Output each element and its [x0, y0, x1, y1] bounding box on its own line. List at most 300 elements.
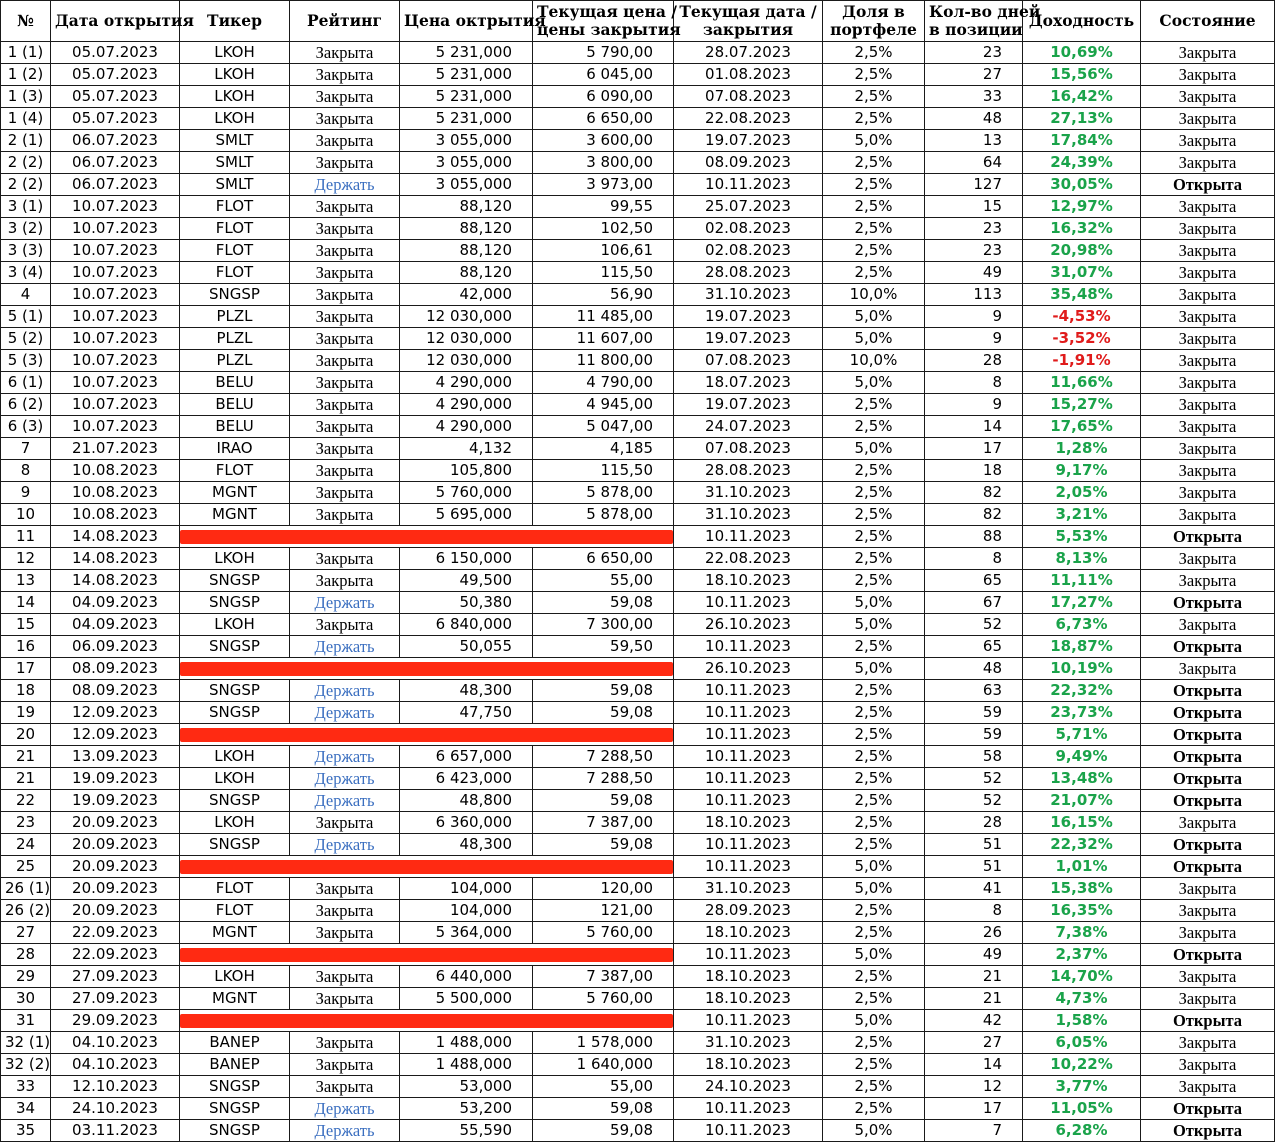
- cell-open-date[interactable]: 12.09.2023: [51, 702, 180, 724]
- cell-number[interactable]: 6 (2): [1, 394, 51, 416]
- cell-rating[interactable]: Закрыта: [290, 1076, 400, 1098]
- cell-rating[interactable]: Закрыта: [290, 570, 400, 592]
- cell-open-date[interactable]: 12.09.2023: [51, 724, 180, 746]
- cell-open-price[interactable]: 1 488,000: [400, 1032, 533, 1054]
- cell-ticker[interactable]: SNGSP: [180, 1120, 290, 1142]
- cell-status[interactable]: Открыта: [1141, 856, 1275, 878]
- cell-number[interactable]: 2 (2): [1, 174, 51, 196]
- cell-open-price[interactable]: 42,000: [400, 284, 533, 306]
- cell-current-date[interactable]: 28.08.2023: [674, 262, 823, 284]
- col-header-current-price[interactable]: [533, 1, 681, 42]
- cell-current-price[interactable]: 55,00: [533, 1076, 674, 1098]
- cell-yield[interactable]: 15,27%: [1023, 394, 1141, 416]
- cell-days-in-position[interactable]: 41: [925, 878, 1023, 900]
- cell-status[interactable]: Закрыта: [1141, 394, 1275, 416]
- cell-portfolio-share[interactable]: 2,5%: [823, 724, 925, 746]
- cell-current-date[interactable]: 25.07.2023: [674, 196, 823, 218]
- cell-current-price[interactable]: 59,08: [533, 680, 674, 702]
- cell-ticker[interactable]: IRAO: [180, 438, 290, 460]
- cell-open-price[interactable]: 12 030,000: [400, 328, 533, 350]
- cell-number[interactable]: 21: [1, 768, 51, 790]
- cell-rating[interactable]: Держать: [290, 592, 400, 614]
- cell-number[interactable]: 3 (1): [1, 196, 51, 218]
- cell-portfolio-share[interactable]: 2,5%: [823, 790, 925, 812]
- cell-open-date[interactable]: 04.09.2023: [51, 614, 180, 636]
- cell-open-date[interactable]: 04.09.2023: [51, 592, 180, 614]
- cell-open-price[interactable]: 5 231,000: [400, 108, 533, 130]
- cell-days-in-position[interactable]: 48: [925, 658, 1023, 680]
- cell-status[interactable]: Закрыта: [1141, 548, 1275, 570]
- cell-ticker[interactable]: BELU: [180, 394, 290, 416]
- cell-current-date[interactable]: 31.10.2023: [674, 504, 823, 526]
- cell-status[interactable]: Закрыта: [1141, 438, 1275, 460]
- cell-status[interactable]: Закрыта: [1141, 1054, 1275, 1076]
- cell-open-date[interactable]: 08.09.2023: [51, 658, 180, 680]
- cell-number[interactable]: 6 (1): [1, 372, 51, 394]
- cell-current-price[interactable]: 3 800,00: [533, 152, 674, 174]
- cell-current-date[interactable]: 07.08.2023: [674, 86, 823, 108]
- cell-open-price[interactable]: 49,500: [400, 570, 533, 592]
- cell-current-price[interactable]: 1 640,000: [533, 1054, 674, 1076]
- cell-open-price[interactable]: 50,055: [400, 636, 533, 658]
- cell-rating[interactable]: Закрыта: [290, 64, 400, 86]
- cell-current-price[interactable]: 1 578,000: [533, 1032, 674, 1054]
- cell-current-price[interactable]: 59,08: [533, 702, 674, 724]
- cell-ticker[interactable]: SNGSP: [180, 592, 290, 614]
- cell-ticker[interactable]: MGNT: [180, 922, 290, 944]
- cell-current-price[interactable]: 5 760,00: [533, 988, 674, 1010]
- cell-portfolio-share[interactable]: 10,0%: [823, 284, 925, 306]
- cell-ticker[interactable]: BANEP: [180, 1032, 290, 1054]
- cell-number[interactable]: 22: [1, 790, 51, 812]
- cell-portfolio-share[interactable]: 5,0%: [823, 438, 925, 460]
- cell-days-in-position[interactable]: 51: [925, 856, 1023, 878]
- cell-status[interactable]: Открыта: [1141, 790, 1275, 812]
- cell-status[interactable]: Закрыта: [1141, 350, 1275, 372]
- cell-number[interactable]: 19: [1, 702, 51, 724]
- cell-portfolio-share[interactable]: 2,5%: [823, 1098, 925, 1120]
- cell-open-price[interactable]: 88,120: [400, 218, 533, 240]
- cell-days-in-position[interactable]: 9: [925, 328, 1023, 350]
- cell-days-in-position[interactable]: 58: [925, 746, 1023, 768]
- cell-rating[interactable]: Закрыта: [290, 152, 400, 174]
- cell-days-in-position[interactable]: 23: [925, 42, 1023, 64]
- cell-rating[interactable]: Закрыта: [290, 306, 400, 328]
- cell-portfolio-share[interactable]: 2,5%: [823, 768, 925, 790]
- cell-current-price[interactable]: 6 650,00: [533, 108, 674, 130]
- cell-current-date[interactable]: 31.10.2023: [674, 1032, 823, 1054]
- table-row[interactable]: [1, 262, 1275, 284]
- cell-current-price[interactable]: 59,08: [533, 1120, 674, 1142]
- table-row[interactable]: [1, 592, 1275, 614]
- cell-number[interactable]: 1 (3): [1, 86, 51, 108]
- cell-yield[interactable]: 14,70%: [1023, 966, 1141, 988]
- cell-yield[interactable]: 3,21%: [1023, 504, 1141, 526]
- cell-open-price[interactable]: 6 150,000: [400, 548, 533, 570]
- cell-open-date[interactable]: 14.08.2023: [51, 570, 180, 592]
- cell-number[interactable]: 5 (3): [1, 350, 51, 372]
- cell-days-in-position[interactable]: 18: [925, 460, 1023, 482]
- cell-days-in-position[interactable]: 12: [925, 1076, 1023, 1098]
- cell-number[interactable]: 2 (2): [1, 152, 51, 174]
- cell-ticker[interactable]: FLOT: [180, 878, 290, 900]
- cell-rating[interactable]: Держать: [290, 636, 400, 658]
- cell-current-date[interactable]: 18.10.2023: [674, 570, 823, 592]
- cell-days-in-position[interactable]: 26: [925, 922, 1023, 944]
- cell-yield[interactable]: 7,38%: [1023, 922, 1141, 944]
- cell-portfolio-share[interactable]: 2,5%: [823, 1054, 925, 1076]
- cell-rating[interactable]: Закрыта: [290, 108, 400, 130]
- cell-current-price[interactable]: 3 600,00: [533, 130, 674, 152]
- cell-number[interactable]: 14: [1, 592, 51, 614]
- table-row[interactable]: [1, 1076, 1275, 1098]
- table-row[interactable]: [1, 108, 1275, 130]
- cell-open-date[interactable]: 06.07.2023: [51, 130, 180, 152]
- col-header-current-date[interactable]: [674, 1, 823, 42]
- cell-yield[interactable]: 17,27%: [1023, 592, 1141, 614]
- cell-ticker[interactable]: MGNT: [180, 482, 290, 504]
- cell-status[interactable]: Закрыта: [1141, 922, 1275, 944]
- cell-status[interactable]: Закрыта: [1141, 900, 1275, 922]
- cell-portfolio-share[interactable]: 2,5%: [823, 570, 925, 592]
- cell-days-in-position[interactable]: 33: [925, 86, 1023, 108]
- cell-open-price[interactable]: 3 055,000: [400, 130, 533, 152]
- cell-current-date[interactable]: 02.08.2023: [674, 218, 823, 240]
- cell-current-price[interactable]: 7 288,50: [533, 768, 674, 790]
- cell-status[interactable]: Открыта: [1141, 680, 1275, 702]
- cell-portfolio-share[interactable]: 2,5%: [823, 460, 925, 482]
- col-header-rating[interactable]: Рейтинг: [290, 1, 400, 42]
- cell-status[interactable]: Закрыта: [1141, 878, 1275, 900]
- cell-ticker[interactable]: SNGSP: [180, 790, 290, 812]
- cell-rating[interactable]: Закрыта: [290, 42, 400, 64]
- cell-yield[interactable]: 24,39%: [1023, 152, 1141, 174]
- cell-number[interactable]: 3 (3): [1, 240, 51, 262]
- cell-current-price[interactable]: 4,185: [533, 438, 674, 460]
- table-row[interactable]: [1, 284, 1275, 306]
- cell-open-date[interactable]: 14.08.2023: [51, 526, 180, 548]
- cell-portfolio-share[interactable]: 2,5%: [823, 416, 925, 438]
- cell-days-in-position[interactable]: 14: [925, 1054, 1023, 1076]
- cell-days-in-position[interactable]: 59: [925, 702, 1023, 724]
- cell-open-price[interactable]: 12 030,000: [400, 306, 533, 328]
- table-row[interactable]: [1, 416, 1275, 438]
- cell-ticker[interactable]: BANEP: [180, 1054, 290, 1076]
- cell-open-date[interactable]: 29.09.2023: [51, 1010, 180, 1032]
- cell-days-in-position[interactable]: 65: [925, 636, 1023, 658]
- cell-number[interactable]: 1 (2): [1, 64, 51, 86]
- cell-rating[interactable]: Закрыта: [290, 1032, 400, 1054]
- table-row[interactable]: [1, 790, 1275, 812]
- cell-days-in-position[interactable]: 49: [925, 944, 1023, 966]
- cell-open-date[interactable]: 04.10.2023: [51, 1032, 180, 1054]
- cell-ticker[interactable]: FLOT: [180, 262, 290, 284]
- cell-days-in-position[interactable]: 23: [925, 218, 1023, 240]
- cell-yield[interactable]: 1,58%: [1023, 1010, 1141, 1032]
- table-row[interactable]: [1, 394, 1275, 416]
- cell-open-date[interactable]: 19.09.2023: [51, 768, 180, 790]
- cell-open-price[interactable]: 55,590: [400, 1120, 533, 1142]
- cell-rating[interactable]: Закрыта: [290, 350, 400, 372]
- cell-ticker[interactable]: LKOH: [180, 42, 290, 64]
- table-row[interactable]: [1, 526, 1275, 548]
- cell-yield[interactable]: 12,97%: [1023, 196, 1141, 218]
- cell-days-in-position[interactable]: 127: [925, 174, 1023, 196]
- cell-current-price[interactable]: 5 047,00: [533, 416, 674, 438]
- cell-current-date[interactable]: 10.11.2023: [674, 1098, 823, 1120]
- table-row[interactable]: [1, 196, 1275, 218]
- cell-current-price[interactable]: 102,50: [533, 218, 674, 240]
- cell-open-date[interactable]: 10.08.2023: [51, 504, 180, 526]
- cell-current-date[interactable]: 24.10.2023: [674, 1076, 823, 1098]
- col-header-open-date[interactable]: Дата открытия: [51, 1, 180, 42]
- cell-open-price[interactable]: 6 360,000: [400, 812, 533, 834]
- cell-rating[interactable]: Закрыта: [290, 548, 400, 570]
- cell-current-price[interactable]: 11 607,00: [533, 328, 674, 350]
- cell-current-date[interactable]: 10.11.2023: [674, 746, 823, 768]
- cell-open-price[interactable]: 6 657,000: [400, 746, 533, 768]
- cell-current-date[interactable]: 19.07.2023: [674, 328, 823, 350]
- cell-rating[interactable]: Закрыта: [290, 988, 400, 1010]
- cell-number[interactable]: 4: [1, 284, 51, 306]
- cell-days-in-position[interactable]: 48: [925, 108, 1023, 130]
- cell-status[interactable]: Закрыта: [1141, 416, 1275, 438]
- cell-yield[interactable]: 16,42%: [1023, 86, 1141, 108]
- cell-portfolio-share[interactable]: 2,5%: [823, 504, 925, 526]
- table-row[interactable]: [1, 680, 1275, 702]
- cell-open-price[interactable]: 6 840,000: [400, 614, 533, 636]
- cell-ticker[interactable]: LKOH: [180, 768, 290, 790]
- cell-number[interactable]: 29: [1, 966, 51, 988]
- cell-yield[interactable]: 20,98%: [1023, 240, 1141, 262]
- cell-rating[interactable]: Закрыта: [290, 394, 400, 416]
- cell-yield[interactable]: 22,32%: [1023, 680, 1141, 702]
- cell-yield[interactable]: 11,66%: [1023, 372, 1141, 394]
- cell-number[interactable]: 16: [1, 636, 51, 658]
- table-row[interactable]: [1, 460, 1275, 482]
- cell-rating[interactable]: Держать: [290, 834, 400, 856]
- cell-status[interactable]: Закрыта: [1141, 196, 1275, 218]
- cell-status[interactable]: Закрыта: [1141, 614, 1275, 636]
- cell-days-in-position[interactable]: 88: [925, 526, 1023, 548]
- cell-portfolio-share[interactable]: 5,0%: [823, 1120, 925, 1142]
- cell-yield[interactable]: 18,87%: [1023, 636, 1141, 658]
- cell-days-in-position[interactable]: 49: [925, 262, 1023, 284]
- cell-rating[interactable]: Закрыта: [290, 460, 400, 482]
- cell-open-date[interactable]: 05.07.2023: [51, 86, 180, 108]
- cell-current-date[interactable]: 31.10.2023: [674, 482, 823, 504]
- cell-open-date[interactable]: 27.09.2023: [51, 988, 180, 1010]
- cell-ticker[interactable]: FLOT: [180, 460, 290, 482]
- cell-number[interactable]: 13: [1, 570, 51, 592]
- cell-days-in-position[interactable]: 27: [925, 1032, 1023, 1054]
- cell-yield[interactable]: 5,71%: [1023, 724, 1141, 746]
- cell-open-price[interactable]: 5 500,000: [400, 988, 533, 1010]
- cell-yield[interactable]: 15,56%: [1023, 64, 1141, 86]
- cell-current-date[interactable]: 18.07.2023: [674, 372, 823, 394]
- cell-number[interactable]: 17: [1, 658, 51, 680]
- cell-current-date[interactable]: 18.10.2023: [674, 988, 823, 1010]
- cell-number[interactable]: 35: [1, 1120, 51, 1142]
- cell-current-price[interactable]: 106,61: [533, 240, 674, 262]
- cell-open-date[interactable]: 10.07.2023: [51, 196, 180, 218]
- cell-current-date[interactable]: 10.11.2023: [674, 636, 823, 658]
- cell-current-date[interactable]: 18.10.2023: [674, 812, 823, 834]
- table-row[interactable]: [1, 944, 1275, 966]
- cell-yield[interactable]: 6,05%: [1023, 1032, 1141, 1054]
- table-row[interactable]: [1, 856, 1275, 878]
- cell-current-price[interactable]: 7 288,50: [533, 746, 674, 768]
- cell-open-price[interactable]: 5 695,000: [400, 504, 533, 526]
- col-header-days-in-position[interactable]: [925, 1, 1041, 42]
- cell-rating[interactable]: Закрыта: [290, 900, 400, 922]
- cell-open-price[interactable]: 12 030,000: [400, 350, 533, 372]
- cell-rating[interactable]: Держать: [290, 746, 400, 768]
- cell-current-price[interactable]: 120,00: [533, 878, 674, 900]
- cell-yield[interactable]: 11,11%: [1023, 570, 1141, 592]
- cell-days-in-position[interactable]: 15: [925, 196, 1023, 218]
- cell-portfolio-share[interactable]: 2,5%: [823, 526, 925, 548]
- cell-ticker[interactable]: PLZL: [180, 306, 290, 328]
- cell-ticker[interactable]: SNGSP: [180, 834, 290, 856]
- cell-days-in-position[interactable]: 9: [925, 394, 1023, 416]
- cell-rating[interactable]: Закрыта: [290, 504, 400, 526]
- cell-current-date[interactable]: 28.07.2023: [674, 42, 823, 64]
- cell-current-date[interactable]: 10.11.2023: [674, 526, 823, 548]
- cell-yield[interactable]: 9,49%: [1023, 746, 1141, 768]
- cell-yield[interactable]: -3,52%: [1023, 328, 1141, 350]
- cell-current-price[interactable]: 3 973,00: [533, 174, 674, 196]
- cell-number[interactable]: 10: [1, 504, 51, 526]
- cell-open-date[interactable]: 20.09.2023: [51, 812, 180, 834]
- cell-status[interactable]: Открыта: [1141, 1120, 1275, 1142]
- cell-yield[interactable]: 31,07%: [1023, 262, 1141, 284]
- cell-open-date[interactable]: 13.09.2023: [51, 746, 180, 768]
- cell-days-in-position[interactable]: 67: [925, 592, 1023, 614]
- cell-yield[interactable]: 17,84%: [1023, 130, 1141, 152]
- cell-current-date[interactable]: 08.09.2023: [674, 152, 823, 174]
- cell-current-date[interactable]: 19.07.2023: [674, 130, 823, 152]
- cell-days-in-position[interactable]: 113: [925, 284, 1023, 306]
- cell-current-date[interactable]: 31.10.2023: [674, 878, 823, 900]
- cell-portfolio-share[interactable]: 5,0%: [823, 878, 925, 900]
- cell-yield[interactable]: 9,17%: [1023, 460, 1141, 482]
- cell-current-date[interactable]: 10.11.2023: [674, 1120, 823, 1142]
- cell-open-price[interactable]: 3 055,000: [400, 152, 533, 174]
- table-row[interactable]: [1, 504, 1275, 526]
- cell-current-price[interactable]: 4 790,00: [533, 372, 674, 394]
- cell-yield[interactable]: 10,69%: [1023, 42, 1141, 64]
- cell-portfolio-share[interactable]: 2,5%: [823, 394, 925, 416]
- col-header-number[interactable]: №: [1, 1, 51, 42]
- cell-current-price[interactable]: 99,55: [533, 196, 674, 218]
- cell-ticker[interactable]: FLOT: [180, 218, 290, 240]
- cell-days-in-position[interactable]: 27: [925, 64, 1023, 86]
- cell-open-price[interactable]: 3 055,000: [400, 174, 533, 196]
- cell-yield[interactable]: 23,73%: [1023, 702, 1141, 724]
- cell-open-price[interactable]: 88,120: [400, 240, 533, 262]
- cell-number[interactable]: 18: [1, 680, 51, 702]
- cell-rating[interactable]: Закрыта: [290, 438, 400, 460]
- cell-yield[interactable]: 2,05%: [1023, 482, 1141, 504]
- cell-open-price[interactable]: 6 440,000: [400, 966, 533, 988]
- cell-number[interactable]: 7: [1, 438, 51, 460]
- table-row[interactable]: [1, 240, 1275, 262]
- table-row[interactable]: [1, 636, 1275, 658]
- table-row[interactable]: [1, 746, 1275, 768]
- cell-current-date[interactable]: 10.11.2023: [674, 834, 823, 856]
- cell-portfolio-share[interactable]: 2,5%: [823, 64, 925, 86]
- cell-current-date[interactable]: 10.11.2023: [674, 702, 823, 724]
- cell-rating[interactable]: Закрыта: [290, 130, 400, 152]
- table-row[interactable]: [1, 306, 1275, 328]
- cell-open-price[interactable]: 104,000: [400, 878, 533, 900]
- cell-yield[interactable]: 3,77%: [1023, 1076, 1141, 1098]
- cell-number[interactable]: 5 (2): [1, 328, 51, 350]
- cell-status[interactable]: Закрыта: [1141, 658, 1275, 680]
- cell-current-date[interactable]: 10.11.2023: [674, 1010, 823, 1032]
- cell-status[interactable]: Закрыта: [1141, 570, 1275, 592]
- cell-status[interactable]: Закрыта: [1141, 130, 1275, 152]
- cell-ticker[interactable]: FLOT: [180, 900, 290, 922]
- cell-current-date[interactable]: 01.08.2023: [674, 64, 823, 86]
- col-header-portfolio-share[interactable]: [823, 1, 925, 42]
- cell-portfolio-share[interactable]: 2,5%: [823, 262, 925, 284]
- cell-number[interactable]: 28: [1, 944, 51, 966]
- table-row[interactable]: [1, 1120, 1275, 1142]
- cell-ticker[interactable]: LKOH: [180, 812, 290, 834]
- cell-open-date[interactable]: 20.09.2023: [51, 856, 180, 878]
- cell-open-date[interactable]: 21.07.2023: [51, 438, 180, 460]
- cell-yield[interactable]: 15,38%: [1023, 878, 1141, 900]
- cell-portfolio-share[interactable]: 5,0%: [823, 130, 925, 152]
- cell-portfolio-share[interactable]: 10,0%: [823, 350, 925, 372]
- cell-status[interactable]: Закрыта: [1141, 328, 1275, 350]
- cell-yield[interactable]: 13,48%: [1023, 768, 1141, 790]
- table-row[interactable]: [1, 64, 1275, 86]
- cell-number[interactable]: 15: [1, 614, 51, 636]
- cell-yield[interactable]: 10,19%: [1023, 658, 1141, 680]
- cell-days-in-position[interactable]: 17: [925, 1098, 1023, 1120]
- cell-portfolio-share[interactable]: 2,5%: [823, 702, 925, 724]
- cell-open-date[interactable]: 05.07.2023: [51, 42, 180, 64]
- cell-portfolio-share[interactable]: 2,5%: [823, 966, 925, 988]
- cell-open-date[interactable]: 10.07.2023: [51, 306, 180, 328]
- cell-current-date[interactable]: 28.09.2023: [674, 900, 823, 922]
- cell-open-date[interactable]: 04.10.2023: [51, 1054, 180, 1076]
- cell-ticker[interactable]: LKOH: [180, 746, 290, 768]
- cell-yield[interactable]: 1,28%: [1023, 438, 1141, 460]
- cell-open-price[interactable]: 4,132: [400, 438, 533, 460]
- cell-portfolio-share[interactable]: 5,0%: [823, 592, 925, 614]
- cell-number[interactable]: 3 (2): [1, 218, 51, 240]
- table-row[interactable]: [1, 1032, 1275, 1054]
- cell-status[interactable]: Открыта: [1141, 526, 1275, 548]
- cell-portfolio-share[interactable]: 2,5%: [823, 152, 925, 174]
- cell-rating[interactable]: Закрыта: [290, 614, 400, 636]
- cell-ticker[interactable]: PLZL: [180, 350, 290, 372]
- cell-open-price[interactable]: 88,120: [400, 262, 533, 284]
- cell-ticker[interactable]: SNGSP: [180, 284, 290, 306]
- cell-open-price[interactable]: 5 231,000: [400, 64, 533, 86]
- col-header-yield[interactable]: Доходность: [1023, 1, 1141, 42]
- cell-days-in-position[interactable]: 65: [925, 570, 1023, 592]
- cell-open-date[interactable]: 27.09.2023: [51, 966, 180, 988]
- cell-status[interactable]: Открыта: [1141, 174, 1275, 196]
- cell-rating[interactable]: Держать: [290, 790, 400, 812]
- cell-open-date[interactable]: 22.09.2023: [51, 922, 180, 944]
- cell-current-date[interactable]: 10.11.2023: [674, 790, 823, 812]
